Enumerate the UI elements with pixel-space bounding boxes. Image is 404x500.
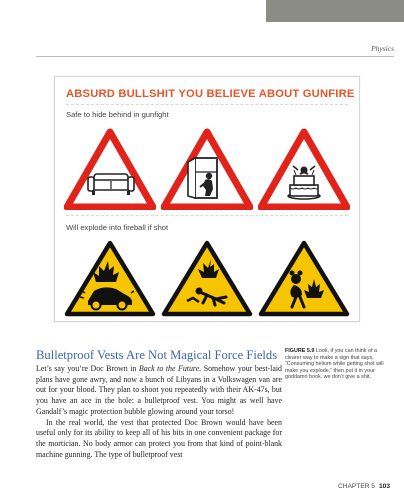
gunfire-figure: [54, 76, 360, 322]
page-footer: [338, 483, 390, 490]
row2-label: Will explode into fireball if shot: [66, 223, 169, 232]
movie-title: Back to the Future.: [138, 364, 202, 373]
section-heading: Bulletproof Vests Are Not Magical Force Fields: [36, 348, 278, 362]
row1-label: Safe to hide behind in gunfight: [66, 110, 169, 119]
car-explosion-warning-sign: [64, 239, 156, 317]
figure-caption: [285, 348, 385, 381]
paragraph-1: [36, 364, 282, 418]
running-header: Physics: [371, 44, 394, 53]
page-number: 103: [378, 483, 390, 490]
header-rule: [36, 56, 394, 57]
refrigerator-warning-sign: [161, 128, 253, 210]
chapter-label: CHAPTER 5: [337, 483, 375, 490]
person-explosion-warning-sign: [161, 239, 253, 317]
body-text: [36, 364, 282, 460]
paragraph-2: In the real world, the vest that protected Doc Brown would have been useful only for its ability to keep all of his bits in one convenient package for the mortician. No body armor can protect you from that kind of point-blank machine gunning. The type of bulletproof vest: [36, 417, 282, 459]
couch-warning-sign: [64, 128, 156, 210]
animal-explosion-warning-sign: [258, 239, 350, 317]
figure-title: ABSURD BULLSHIT YOU BELIEVE ABOUT GUNFIRE: [66, 88, 355, 100]
paragraph-1-rest: Somehow your best-laid plans have gone awry, and now a bunch of Libyans in a Volkswagen van are out for your blood. They plan to shoot you repeatedly with their AK-47s, but you have an ace in the hole: a bulletproof vest. You might as well have Gandalf’s magic protection bubble glowing around your torso!: [36, 364, 282, 416]
caption-text: Look, if you can think of a clearer way to make a sign that says, “Consuming helium while getting shot will make you explode,” then put it in your goddamn book, we don’t give a shit.: [285, 348, 384, 381]
row-divider: [66, 215, 348, 216]
caption-label: FIGURE 5.9: [285, 348, 315, 354]
cake-warning-sign: [258, 128, 350, 210]
paragraph-1-start: Let’s say you’re Doc Brown in: [36, 364, 139, 373]
page-tab: [266, 0, 404, 22]
title-divider: [66, 104, 348, 105]
